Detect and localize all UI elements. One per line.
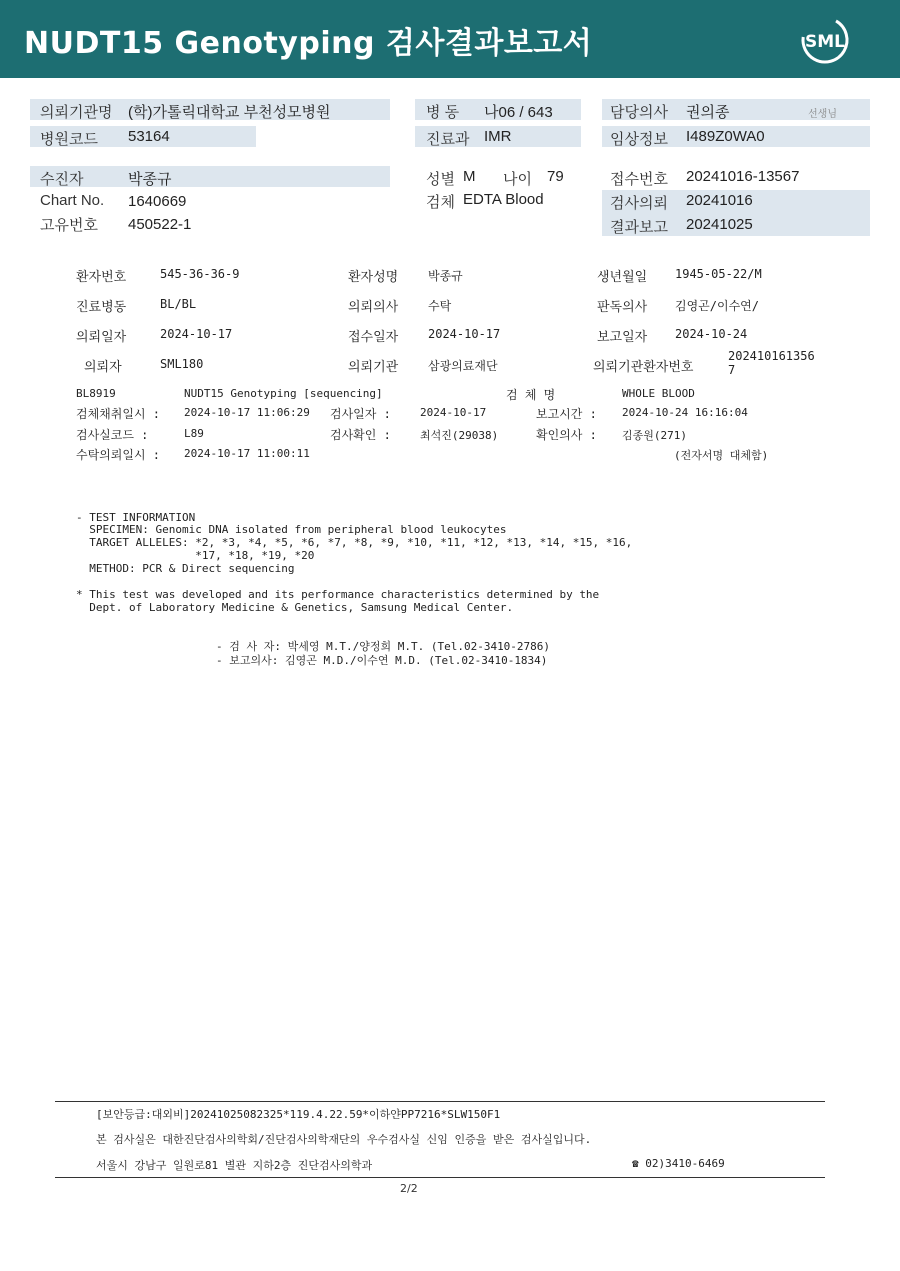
testdate-value: 2024-10-17 bbox=[420, 406, 487, 419]
req-value: 20241016 bbox=[686, 192, 753, 209]
doctor-label: 담당의사 bbox=[610, 104, 668, 121]
r1-b-label: 환자성명 bbox=[348, 270, 399, 285]
ward-label: 병 동 bbox=[426, 104, 460, 121]
test-code: BL8919 bbox=[76, 387, 116, 400]
sex-value: M bbox=[463, 168, 476, 185]
dept-label: 진료과 bbox=[426, 131, 470, 148]
labcode-label: 검사실코드 : bbox=[76, 428, 149, 442]
testinfo-line-1: - TEST INFORMATION bbox=[76, 511, 196, 524]
uid-label: 고유번호 bbox=[40, 217, 98, 234]
recv-label: 접수번호 bbox=[610, 171, 668, 188]
doctor-suffix: 선생님 bbox=[808, 109, 837, 120]
testinfo-line-2: SPECIMEN: Genomic DNA isolated from peripheral blood leukocytes bbox=[76, 523, 507, 536]
consign-label: 수탁의뢰일시 : bbox=[76, 448, 161, 462]
code-value: 53164 bbox=[128, 128, 170, 145]
testinfo-line-5: METHOD: PCR & Direct sequencing bbox=[76, 562, 295, 575]
verify-value: 최석진(29038) bbox=[420, 429, 499, 442]
patient-value: 박종규 bbox=[128, 171, 172, 188]
test-name: NUDT15 Genotyping [sequencing] bbox=[184, 387, 383, 400]
r1-c-value: 1945-05-22/M bbox=[675, 267, 762, 281]
r1-c-label: 생년월일 bbox=[597, 270, 648, 285]
uid-value: 450522-1 bbox=[128, 216, 192, 233]
spec-label: 검체 bbox=[426, 194, 455, 211]
page-number: 2/2 bbox=[400, 1182, 418, 1195]
r2-a-label: 진료병동 bbox=[76, 300, 127, 315]
inst-label: 의뢰기관명 bbox=[40, 104, 113, 121]
patient-box bbox=[30, 166, 390, 187]
confirm-value: 김종원(271) bbox=[622, 429, 687, 442]
consign-value: 2024-10-17 11:00:11 bbox=[184, 447, 310, 460]
r4-c-label: 의뢰기관환자번호 bbox=[593, 360, 694, 375]
r3-c-label: 보고일자 bbox=[597, 330, 648, 345]
r4-b-label: 의뢰기관 bbox=[348, 360, 399, 375]
reporter-line: - 보고의사: 김영곤 M.D./이수연 M.D. (Tel.02-3410-1834) bbox=[216, 654, 548, 667]
verify-label: 검사확인 : bbox=[330, 428, 391, 442]
r2-b-value: 수탁 bbox=[428, 299, 452, 313]
sml-logo bbox=[798, 14, 852, 66]
testinfo-line-6: * This test was developed and its performance characteristics determined by the bbox=[76, 588, 600, 601]
collect-label: 검체채취일시 : bbox=[76, 407, 161, 421]
clin-value: I489Z0WA0 bbox=[686, 128, 765, 145]
r3-c-value: 2024-10-24 bbox=[675, 327, 748, 341]
testdate-label: 검사일자 : bbox=[330, 407, 391, 421]
r4-a-value: SML180 bbox=[160, 357, 204, 371]
e-signature-note: (전자서명 대체함) bbox=[674, 449, 769, 462]
r2-c-label: 판독의사 bbox=[597, 300, 648, 315]
certification-line: 본 검사실은 대한진단검사의학회/진단검사의학재단의 우수검사실 신임 인증을 받은 검사실입니다. bbox=[96, 1133, 592, 1146]
chart-value: 1640669 bbox=[128, 193, 187, 210]
r4-c-value-1: 202410161356 bbox=[728, 349, 815, 363]
report-title: NUDT15 Genotyping 검사결과보고서 bbox=[24, 26, 593, 61]
phone-line: ☎ 02)3410-6469 bbox=[632, 1157, 725, 1170]
spec-value: EDTA Blood bbox=[463, 191, 544, 208]
footer-top-rule bbox=[55, 1101, 825, 1102]
report-header bbox=[0, 0, 900, 78]
collect-value: 2024-10-17 11:06:29 bbox=[184, 406, 310, 419]
r2-b-label: 의뢰의사 bbox=[348, 300, 399, 315]
r1-a-value: 545-36-36-9 bbox=[160, 267, 240, 281]
security-line: [보안등급:대외비]20241025082325*119.4.22.59*이하얀PP7216*SLW150F1 bbox=[96, 1108, 501, 1121]
r3-b-value: 2024-10-17 bbox=[428, 327, 501, 341]
r4-c-value-2: 7 bbox=[728, 363, 736, 377]
reporttime-label: 보고시간 : bbox=[536, 407, 597, 421]
recv-value: 20241016-13567 bbox=[686, 168, 800, 185]
confirm-label: 확인의사 : bbox=[536, 428, 597, 442]
specimen-name-label: 검 체 명 bbox=[506, 388, 556, 402]
age-value: 79 bbox=[547, 168, 564, 185]
svg-text:SML: SML bbox=[805, 32, 845, 52]
ward-value: 나06 / 643 bbox=[484, 104, 553, 121]
dept-value: IMR bbox=[484, 128, 512, 145]
address-line: 서울시 강남구 일원로81 별관 지하2층 진단검사의학과 bbox=[96, 1159, 373, 1172]
testinfo-line-7: Dept. of Laboratory Medicine & Genetics, Samsung Medical Center. bbox=[76, 601, 514, 614]
specimen-name-value: WHOLE BLOOD bbox=[622, 387, 695, 400]
r2-c-value: 김영곤/이수연/ bbox=[675, 299, 760, 313]
rep-value: 20241025 bbox=[686, 216, 753, 233]
r1-a-label: 환자번호 bbox=[76, 270, 127, 285]
req-label: 검사의뢰 bbox=[610, 195, 668, 212]
doctor-value: 권의종 bbox=[686, 104, 730, 121]
reporttime-value: 2024-10-24 16:16:04 bbox=[622, 406, 748, 419]
r4-a-label: 의뢰자 bbox=[84, 360, 122, 375]
r3-a-value: 2024-10-17 bbox=[160, 327, 233, 341]
age-label: 나이 bbox=[503, 171, 532, 188]
inst-value: (학)가톨릭대학교 부천성모병원 bbox=[128, 104, 331, 121]
rep-label: 결과보고 bbox=[610, 219, 668, 236]
patient-label: 수진자 bbox=[40, 171, 84, 188]
footer-bottom-rule bbox=[55, 1177, 825, 1178]
tester-line: - 검 사 자: 박세영 M.T./양정희 M.T. (Tel.02-3410-2786) bbox=[216, 640, 551, 653]
labcode-value: L89 bbox=[184, 427, 204, 440]
testinfo-line-4: *17, *18, *19, *20 bbox=[76, 549, 315, 562]
chart-label: Chart No. bbox=[40, 192, 105, 209]
sex-label: 성별 bbox=[426, 171, 455, 188]
r1-b-value: 박종규 bbox=[428, 269, 463, 283]
r2-a-value: BL/BL bbox=[160, 297, 197, 311]
code-label: 병원코드 bbox=[40, 131, 98, 148]
clin-label: 임상정보 bbox=[610, 131, 668, 148]
r3-b-label: 접수일자 bbox=[348, 330, 399, 345]
testinfo-line-3: TARGET ALLELES: *2, *3, *4, *5, *6, *7, *8, *9, *10, *11, *12, *13, *14, *15, *16, bbox=[76, 536, 633, 549]
r4-b-value: 삼광의료재단 bbox=[428, 359, 498, 373]
r3-a-label: 의뢰일자 bbox=[76, 330, 127, 345]
